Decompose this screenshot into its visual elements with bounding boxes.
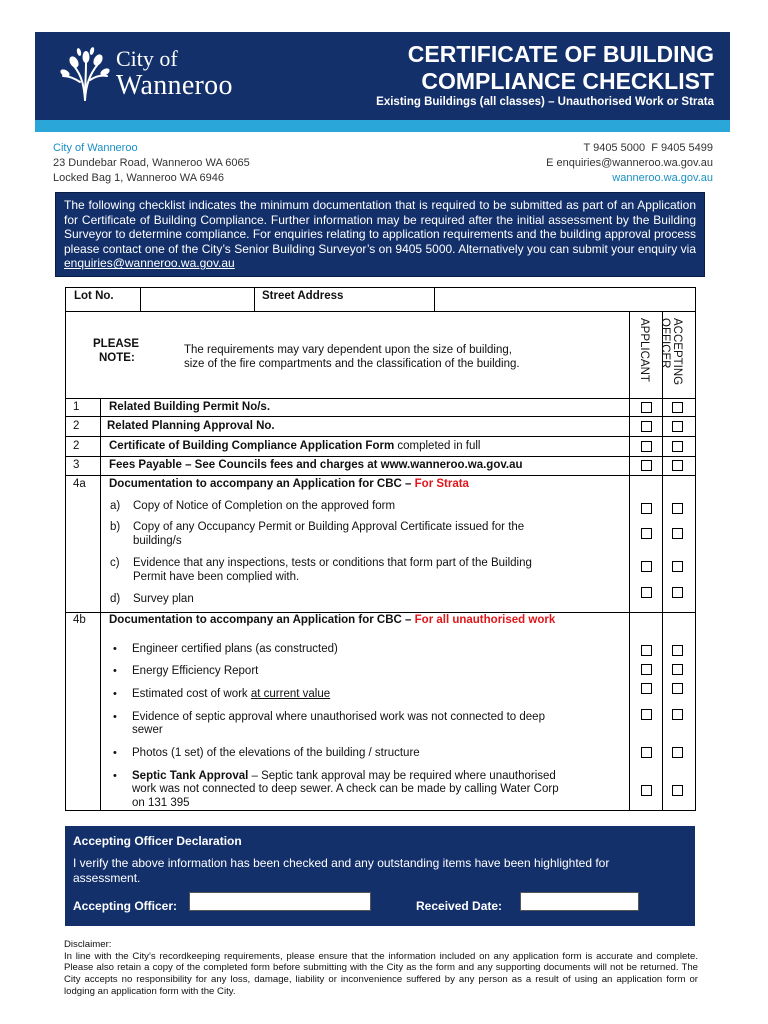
checkbox-officer[interactable] (672, 785, 683, 796)
fax-label: F (651, 142, 658, 154)
header-banner (35, 32, 730, 120)
row-label-application-form (109, 440, 480, 453)
item-letter: a) (110, 500, 121, 512)
checkbox-applicant[interactable] (641, 503, 652, 514)
checkbox-applicant[interactable] (641, 460, 652, 471)
contact-phone-line (546, 141, 713, 156)
row-label-fees: Fees Payable – See Councils fees and charges at www.wanneroo.wa.gov.au (109, 459, 523, 471)
checkbox-officer[interactable] (672, 747, 683, 758)
row-label-rest: completed in full (394, 440, 481, 452)
disclaimer (64, 939, 698, 998)
item-text: Evidence of septic approval where unauthorised work was not connected to deep (132, 711, 545, 723)
email-label: E (546, 157, 554, 169)
received-date-field[interactable] (520, 892, 639, 911)
intro-text: The following checklist indicates the minimum documentation that is required to be submitted as part of an Application for Certificate of Building Compliance. Further information may be required after the initial assessment by the Building Surveyor to determine compliance. For enquiries relating to application requirements and the building approval process please contact one of the City’s Senior Building Surveyor’s on 9405 5000. Alternatively you can submit your enquiry via (64, 198, 696, 256)
section-4b-heading (109, 614, 555, 627)
row-number: 3 (73, 459, 80, 471)
city-logo (60, 44, 270, 106)
checkbox-applicant[interactable] (641, 441, 652, 452)
item-text (132, 688, 330, 701)
checkbox-officer[interactable] (672, 460, 683, 471)
please-note-line-1: PLEASE (93, 338, 140, 350)
bullet-icon: • (113, 747, 117, 759)
declaration-title: Accepting Officer Declaration (73, 834, 242, 848)
checkbox-applicant[interactable] (641, 528, 652, 539)
item-text-pre: Estimated cost of work (132, 688, 251, 700)
item-text: on 131 395 (132, 797, 190, 809)
checkbox-applicant[interactable] (641, 747, 652, 758)
applicant-column-header: APPLICANT (638, 318, 650, 382)
fax-number: 9405 5499 (661, 142, 713, 154)
row-label-bold: Certificate of Building Compliance Application Form (109, 440, 395, 452)
checkbox-officer[interactable] (672, 561, 683, 572)
disclaimer-title: Disclaimer: (64, 939, 112, 950)
checkbox-officer[interactable] (672, 645, 683, 656)
header-stripe (35, 120, 730, 132)
contact-address-line-1: 23 Dundebar Road, Wanneroo WA 6065 (53, 157, 250, 169)
phone-label: T (583, 142, 591, 154)
lot-no-field[interactable] (142, 289, 252, 309)
title-line-1: CERTIFICATE OF BUILDING (407, 41, 714, 67)
website-link[interactable]: wanneroo.wa.gov.au (612, 172, 713, 184)
subtitle: Existing Buildings (all classes) – Unauthorised Work or Strata (376, 96, 714, 108)
intro-box (55, 192, 705, 277)
street-address-label: Street Address (262, 290, 344, 302)
declaration-text: I verify the above information has been checked and any outstanding items have been highlighted for assessment. (73, 856, 610, 885)
section-4a-label: Documentation to accompany an Application for CBC – (109, 478, 415, 490)
bullet-icon: • (113, 711, 117, 723)
checkbox-applicant[interactable] (641, 402, 652, 413)
row-label-planning-approval: Related Planning Approval No. (107, 420, 275, 432)
item-text: Engineer certified plans (as constructed) (132, 643, 338, 655)
officer-column-header-2: OFFICER (659, 318, 671, 369)
officer-declaration (65, 826, 695, 926)
checkbox-officer[interactable] (672, 683, 683, 694)
item-text: Survey plan (133, 593, 194, 605)
section-4b-label: Documentation to accompany an Application for CBC – (109, 614, 415, 626)
checkbox-applicant[interactable] (641, 645, 652, 656)
bullet-icon: • (113, 643, 117, 655)
item-text: Energy Efficiency Report (132, 665, 259, 677)
checkbox-officer[interactable] (672, 503, 683, 514)
item-text-bold: Septic Tank Approval (132, 770, 249, 782)
accepting-officer-field[interactable] (189, 892, 371, 911)
item-text: Photos (1 set) of the elevations of the building / structure (132, 747, 420, 759)
item-letter: d) (110, 593, 121, 605)
bullet-icon: • (113, 688, 117, 700)
contact-email-line (546, 156, 713, 171)
row-number: 1 (73, 401, 80, 413)
wildflower-logo-icon (60, 46, 110, 102)
row-label-building-permit: Related Building Permit No/s. (109, 401, 271, 413)
item-text (132, 770, 556, 783)
checkbox-officer[interactable] (672, 441, 683, 452)
item-text: building/s (133, 535, 182, 547)
checkbox-officer[interactable] (672, 528, 683, 539)
item-text: Evidence that any inspections, tests or conditions that form part of the Building (133, 557, 532, 569)
disclaimer-text: In line with the City’s recordkeeping requirements, please ensure that the information included on any application form is accurate and complete. Please also retain a copy of the completed form before submitting with the City as the form and any supporting documents will not be returned. The City accepts no responsibility for any loss, damage, liability or inconvenience suffered by any person as a result of using an application form or lodging an application form with the City. (64, 950, 698, 997)
item-text-underlined: at current value (250, 688, 331, 700)
section-4b-highlight: For all unauthorised work (414, 614, 556, 626)
logo-city-text: City of (116, 46, 178, 71)
item-text: work was not connected to deep sewer. A check can be made by calling Water Corp (132, 783, 559, 795)
phone-number: 9405 5000 (593, 142, 646, 154)
checkbox-applicant[interactable] (641, 421, 652, 432)
item-text: Copy of any Occupancy Permit or Building Approval Certificate issued for the (133, 521, 525, 533)
lot-no-label: Lot No. (74, 290, 114, 302)
accepting-officer-label: Accepting Officer: (73, 899, 178, 913)
item-letter: c) (110, 557, 120, 569)
contact-org: City of Wanneroo (53, 142, 138, 154)
item-text: sewer (132, 724, 163, 736)
contact-details (546, 141, 713, 186)
section-4a-heading (109, 478, 469, 491)
bullet-icon: • (113, 665, 117, 677)
note-line-1: The requirements may vary dependent upon the size of building, (184, 344, 512, 356)
bullet-icon: • (113, 770, 117, 782)
item-letter: b) (110, 521, 121, 533)
item-text-rest: – Septic tank approval may be required where unauthorised (248, 770, 556, 782)
row-number: 2 (73, 420, 80, 432)
checkbox-officer[interactable] (672, 402, 683, 413)
row-number: 2 (73, 440, 80, 452)
item-text: Copy of Notice of Completion on the approved form (133, 500, 396, 512)
checkbox-applicant[interactable] (641, 664, 652, 675)
checkbox-officer[interactable] (672, 709, 683, 720)
checkbox-applicant[interactable] (641, 785, 652, 796)
checkbox-applicant[interactable] (641, 709, 652, 720)
contact-address-line-2: Locked Bag 1, Wanneroo WA 6946 (53, 172, 225, 184)
officer-column-header-1: ACCEPTING (671, 318, 683, 386)
item-text: Permit have been complied with. (133, 571, 300, 583)
section-number-4b: 4b (73, 614, 86, 626)
checkbox-applicant[interactable] (641, 587, 652, 598)
checkbox-applicant[interactable] (641, 683, 652, 694)
checkbox-officer[interactable] (672, 664, 683, 675)
street-address-field[interactable] (436, 289, 694, 309)
title-line-2: COMPLIANCE CHECKLIST (421, 68, 714, 94)
please-note-line-2: NOTE: (99, 352, 135, 364)
checkbox-officer[interactable] (672, 587, 683, 598)
section-4a-highlight: For Strata (414, 478, 469, 490)
contact-address (53, 141, 250, 186)
section-number-4a: 4a (73, 478, 86, 490)
checkbox-applicant[interactable] (641, 561, 652, 572)
email-address[interactable]: enquiries@wanneroo.wa.gov.au (556, 157, 713, 169)
note-line-2: size of the fire compartments and the classification of the building. (184, 358, 520, 370)
intro-email-link[interactable]: enquiries@wanneroo.wa.gov.au (64, 256, 235, 271)
logo-name-text: Wanneroo (116, 70, 233, 101)
checkbox-officer[interactable] (672, 421, 683, 432)
received-date-label: Received Date: (416, 899, 503, 913)
